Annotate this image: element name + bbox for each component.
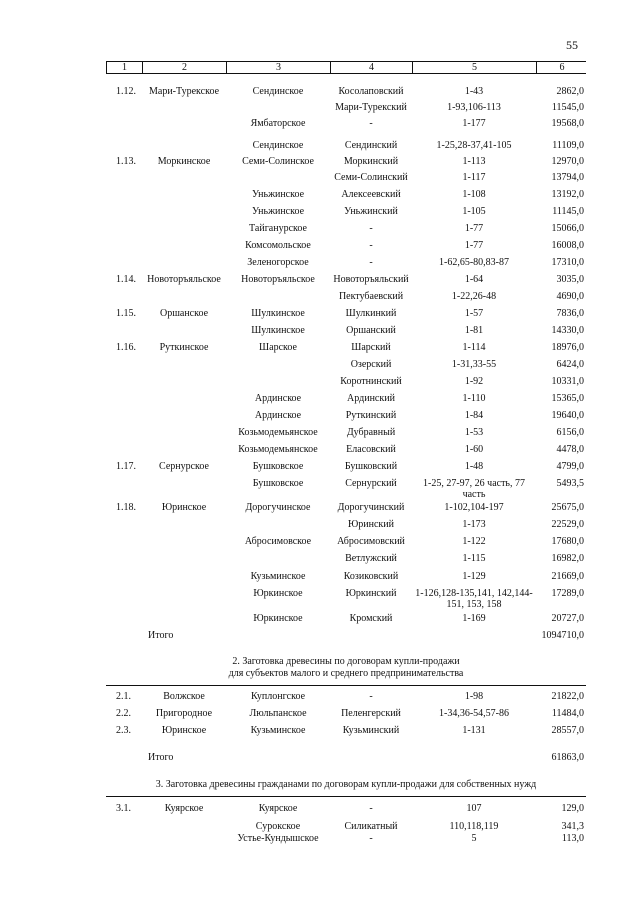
rows2-c3: Куплонгское [250,691,306,702]
rows1-c3: Ямбаторское [250,118,306,129]
rows1-c5: 1-84 [464,410,484,421]
rows1-c3: Юркинское [253,588,303,599]
rows1-c4: - [369,240,373,251]
rows1-c3: Зеленогорское [247,257,309,268]
total-label: Итого [148,630,174,641]
rows1-c5: 1-57 [464,308,484,319]
rows1-c3: Бушковское [252,461,304,472]
rows2-c2: Пригородное [155,708,213,719]
rows3-c3: Устье-Кундышское [237,833,319,844]
rows1-c5: 1-117 [462,172,486,183]
rows1-c5: 1-77 [464,240,484,251]
rows1-c6: 15066,0 [551,223,584,234]
section-3-rule [106,796,586,797]
rows1-c4: Еласовский [346,444,396,455]
rows1-c6: 22529,0 [551,519,584,530]
rows1-c3: Бушковское [252,478,304,489]
rows1-c4: Коротнинский [340,376,402,387]
rows1-c3: Козьмодемьянское [238,427,318,438]
rows1-c5: 1-169 [462,613,486,624]
rows1-c6: 17310,0 [551,257,584,268]
rows1-c6: 4690,0 [556,291,584,302]
rows1-c4: Моркинский [343,156,399,167]
rows1-c6: 11145,0 [552,206,584,217]
rows1-c5: 1-43 [464,86,484,97]
rows1-c2: Оршанское [159,308,209,319]
rows1-c3: Тайганурское [249,223,307,234]
column-header-6: 6 [559,62,565,73]
rows1-c3: Абросимовское [244,536,312,547]
rows1-c2: Моркинское [157,156,211,167]
rows1-c2: Руткинское [159,342,209,353]
rows1-c4: Сендинский [344,140,398,151]
rows1-c6: 19568,0 [551,118,584,129]
rows2-c1: 2.3. [116,725,131,736]
rows1-c3: Комсомольское [245,240,311,251]
rows1-c5: 1-129 [462,571,486,582]
rows1-c5: 1-102,104-197 [444,502,504,513]
rows1-c5: 1-53 [464,427,484,438]
rows1-c5: 1-92 [464,376,484,387]
rows1-c3: Семи-Солинское [242,156,314,167]
rows1-c1: 1.14. [116,274,136,285]
rows1-c6: 4799,0 [556,461,584,472]
rows3-c4: - [369,803,373,814]
rows1-c5: 1-31,33-55 [451,359,497,370]
rows1-c4: Оршанский [346,325,396,336]
rows1-c4: Абросимовский [337,536,405,547]
rows1-c5: 1-93,106-113 [447,102,501,113]
rows1-c1: 1.15. [116,308,136,319]
rows1-c4: Шарский [351,342,391,353]
rows1-c3: Уньжинское [251,206,305,217]
rows1-c1: 1.16. [116,342,136,353]
rows1-c5: 1-77 [464,223,484,234]
rows2-c4: Пеленгерский [341,708,401,719]
rows1-c5: 1-22,26-48 [451,291,497,302]
rows1-c3: Шулкинское [251,308,305,319]
rows2-c3: Кузьминское [250,725,306,736]
rows2-c1: 2.2. [116,708,131,719]
rows1-c1: 1.12. [116,86,136,97]
rows1-c4: Косолаповский [338,86,404,97]
rows1-c6: 6156,0 [556,427,584,438]
total-2-value: 61863,0 [551,752,584,763]
column-header-4: 4 [331,62,413,73]
rows1-c1: 1.18. [116,502,136,513]
rows1-c5: 1-62,65-80,83-87 [439,257,509,268]
rows1-c5: 1-60 [464,444,484,455]
rows1-c4: - [369,118,373,129]
rows1-c3: Новоторъяльское [241,274,315,285]
rows1-c4: Пектубаевский [338,291,404,302]
rows1-c4: Ардинский [347,393,395,404]
rows1-c5: 1-110 [462,393,486,404]
rows3-c2: Куярское [164,803,204,814]
rows1-c4: Уньжинский [344,206,398,217]
rows1-c4: Руткинский [345,410,397,421]
rows1-c6: 12970,0 [551,156,584,167]
rows1-c2: Мари-Турекское [148,86,220,97]
rows1-c6: 4478,0 [556,444,584,455]
rows1-c2: Юринское [161,502,207,513]
rows2-c1: 2.1. [116,691,131,702]
rows2-c6: 21822,0 [551,691,584,702]
rows2-c2: Волжское [163,691,205,702]
rows3-c5: 110,118,119 [449,821,499,832]
rows1-c6: 5493,5 [556,478,584,489]
rows1-c5: 1-25,28-37,41-105 [436,140,512,151]
rows1-c4: Сернурский [345,478,397,489]
rows1-c4: Кромский [349,613,393,624]
rows1-c5: 1-177 [462,118,486,129]
column-header-3: 3 [227,62,331,73]
rows1-c5: 1-113 [462,156,486,167]
rows1-c3: Уньжинское [251,189,305,200]
rows1-c6: 16008,0 [551,240,584,251]
rows2-c4: Кузьминский [342,725,400,736]
rows1-c4: Юркинский [345,588,397,599]
rows3-c4: Силикатный [344,821,398,832]
rows1-c3: Кузьминское [250,571,306,582]
rows1-c4: Ветлужский [345,553,397,564]
rows1-c6: 18976,0 [551,342,584,353]
rows1-c1: 1.17. [116,461,136,472]
rows1-c5: 1-81 [464,325,484,336]
rows1-c5: 1-115 [462,553,486,564]
rows1-c6: 15365,0 [551,393,584,404]
rows1-c4: Семи-Солинский [334,172,408,183]
rows3-c6: 129,0 [561,803,584,814]
section-3-title: 3. Заготовка древесины гражданами по договорам купли-продажи для собственных нужд [155,779,537,790]
rows1-c5: 1-173 [462,519,486,530]
rows1-c3: Шулкинское [251,325,305,336]
rows1-c6: 17680,0 [551,536,584,547]
rows1-c5: 1-122 [462,536,486,547]
rows1-c6: 7836,0 [556,308,584,319]
rows1-c3: Юркинское [253,613,303,624]
rows1-c6: 25675,0 [551,502,584,513]
rows1-c5: 1-108 [462,189,486,200]
rows1-c4: Шулкинкий [345,308,397,319]
rows2-c4: - [369,691,373,702]
rows1-c3: Ардинское [254,393,302,404]
rows1-c3: Сендинское [252,86,304,97]
rows3-c5: 107 [466,803,482,814]
rows1-c3: Сендинское [252,140,304,151]
column-header-5: 5 [413,62,537,73]
rows1-c2: Новоторъяльское [147,274,221,285]
rows1-c5: 1-64 [464,274,484,285]
rows3-c3: Куярское [258,803,298,814]
rows2-c6: 28557,0 [551,725,584,736]
rows1-c4: - [369,223,373,234]
rows1-c3: Шарское [259,342,297,353]
rows1-c6: 14330,0 [551,325,584,336]
rows2-c3: Люльпанское [249,708,307,719]
rows2-c5: 1-131 [462,725,486,736]
rows1-c4: Козиковский [343,571,399,582]
rows1-c1: 1.13. [116,156,136,167]
rows1-c6: 16982,0 [551,553,584,564]
rows2-c5: 1-98 [464,691,484,702]
rows1-c5: 1-25, 27-97, 26 часть, 77 часть [423,478,525,500]
rows1-c6: 10331,0 [551,376,584,387]
column-header-row [106,61,586,74]
rows1-c3: Козьмодемьянское [238,444,318,455]
rows1-c2: Сернурское [159,461,209,472]
total-2-label: Итого [148,752,174,763]
rows2-c2: Юринское [161,725,207,736]
rows2-c5: 1-34,36-54,57-86 [439,708,509,719]
column-header-1: 1 [107,62,143,73]
rows1-c3: Ардинское [254,410,302,421]
rows1-c5: 1-114 [462,342,486,353]
rows1-c4: Дубравный [346,427,396,438]
section-2-rule [106,685,586,686]
rows1-c4: Дорогучинский [337,502,405,513]
rows1-c4: - [369,257,373,268]
rows3-c3: Сурокское [255,821,301,832]
rows1-c6: 6424,0 [556,359,584,370]
rows3-c5: 5 [471,833,477,844]
rows1-c4: Озерский [350,359,392,370]
total-value: 1094710,0 [541,630,584,641]
rows2-c6: 11484,0 [551,708,584,719]
rows1-c6: 21669,0 [551,571,584,582]
rows1-c4: Бушковский [344,461,398,472]
rows1-c5: 1-126,128-135,141, 142,144-151, 153, 158 [415,588,533,610]
rows1-c6: 11545,0 [551,102,584,113]
rows1-c5: 1-48 [464,461,484,472]
rows1-c4: Мари-Турекский [335,102,407,113]
rows3-c4: - [369,833,373,844]
rows1-c3: Дорогучинское [245,502,311,513]
rows3-c1: 3.1. [116,803,131,814]
page-number: 55 [566,38,578,52]
column-header-2: 2 [143,62,227,73]
rows1-c6: 13192,0 [551,189,584,200]
rows1-c4: Юринский [348,519,394,530]
rows3-c6: 341,3 [561,821,584,832]
rows1-c6: 20727,0 [551,613,584,624]
rows1-c4: Новоторъяльский [333,274,409,285]
section-2-title: 2. Заготовка древесины по договорам купли-продажи для субъектов малого и среднего предпринимательства [228,656,464,679]
rows1-c6: 11109,0 [552,140,584,151]
rows1-c6: 19640,0 [551,410,584,421]
rows1-c6: 13794,0 [551,172,584,183]
rows1-c4: Алексеевский [341,189,401,200]
rows3-c6: 113,0 [561,833,584,844]
rows1-c6: 2862,0 [556,86,584,97]
rows1-c6: 3035,0 [556,274,584,285]
rows1-c6: 17289,0 [551,588,584,599]
rows1-c5: 1-105 [462,206,486,217]
